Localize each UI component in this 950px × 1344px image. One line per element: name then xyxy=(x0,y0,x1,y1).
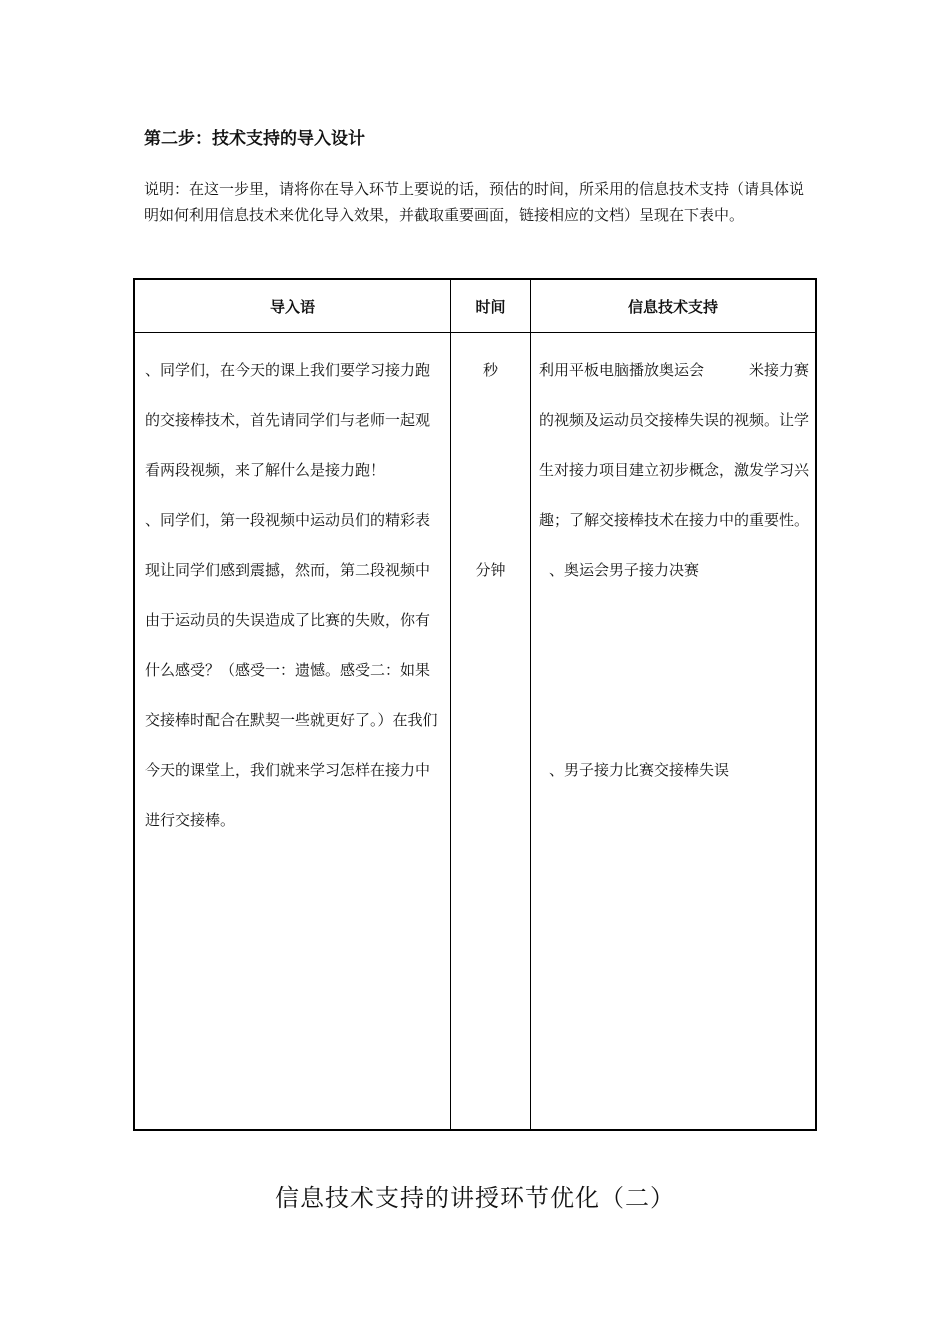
tech-support-description: 利用平板电脑播放奥运会 米接力赛的视频及运动员交接棒失误的视频。让学生对接力项目建立初步概念，激发学习兴趣；了解交接棒技术在接力中的重要性。 xyxy=(539,361,810,529)
video-link-baton-error[interactable]: 、男子接力比赛交接棒失误 xyxy=(549,761,730,779)
next-section-title: 信息技术支持的讲授环节优化（二） xyxy=(275,1184,675,1212)
header-intro-speech: 导入语 xyxy=(134,279,451,333)
time-spacer xyxy=(451,395,530,545)
tech-support-cell xyxy=(531,333,817,1131)
intro-speech-paragraph-1: 、同学们，在今天的课上我们要学习接力跑的交接棒技术，首先请同学们与老师一起观看两段视频，来了解什么是接力跑！ xyxy=(145,361,431,479)
time-cell xyxy=(451,333,531,1131)
table-header-row xyxy=(134,279,816,333)
header-time: 时间 xyxy=(451,279,531,333)
video-link-olympic-final[interactable]: 、奥运会男子接力决赛 xyxy=(549,561,700,579)
instructions-text: 说明：在这一步里，请将你在导入环节上要说的话，预估的时间，所采用的信息技术支持（请具体说明如何利用信息技术来优化导入效果，并截取重要画面，链接相应的文档）呈现在下表中。 xyxy=(144,180,805,224)
screenshot-placeholder xyxy=(539,595,809,745)
time-value-seconds: 秒 xyxy=(482,361,498,379)
intro-speech-paragraph-2: 、同学们，第一段视频中运动员们的精彩表现让同学们感到震撼，然而，第二段视频中由于运动员的失误造成了比赛的失败，你有什么感受？（感受一：遗憾。感受二：如果交接棒时配合在默契一些就更好了。）在我们今天的课堂上，我们就来学习怎样在接力中进行交接棒。 xyxy=(145,511,438,829)
table-row xyxy=(134,333,816,1131)
section-heading: 第二步：技术支持的导入设计 xyxy=(144,129,365,149)
intro-speech-cell xyxy=(134,333,451,1131)
header-tech-support: 信息技术支持 xyxy=(531,279,817,333)
intro-design-table xyxy=(133,278,817,1131)
time-value-minutes: 分钟 xyxy=(475,561,506,579)
